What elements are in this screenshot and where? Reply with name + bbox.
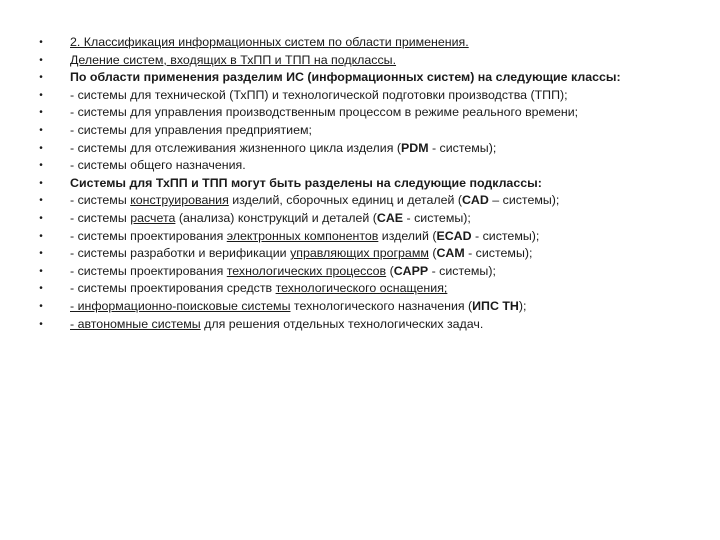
bullet-dot: • (39, 230, 43, 242)
list-item (36, 210, 706, 228)
list-item (36, 52, 706, 70)
subsection-heading: Деление систем, входящих в ТхПП и ТПП на подклассы. (70, 52, 397, 67)
bullet-dot: • (39, 107, 43, 119)
underlined-term: - информационно-поисковые системы (70, 298, 291, 313)
list-text: - системы (70, 193, 131, 208)
bullet-dot: • (39, 89, 43, 101)
list-text: ( (428, 246, 437, 261)
list-text: - системы); (428, 263, 496, 278)
list-text: ( (386, 263, 394, 278)
list-text: ); (518, 298, 527, 313)
list-item (36, 87, 706, 105)
list-text: - системы для отслеживания жизненного цикла изделия ( (70, 140, 401, 155)
bullet-dot: • (39, 318, 43, 330)
list-item (36, 140, 706, 158)
list-item (36, 104, 706, 122)
list-item (36, 192, 706, 210)
bullet-dot: • (39, 212, 43, 224)
bullet-dot: • (39, 72, 43, 84)
bullet-dot: • (39, 265, 43, 277)
list-text: изделий ( (378, 228, 437, 243)
underlined-term: - автономные системы (70, 316, 201, 331)
underlined-term: электронных компонентов (226, 228, 379, 243)
list-text: - системы); (471, 228, 540, 243)
list-item (36, 175, 706, 193)
list-text: - системы); (403, 210, 471, 225)
underlined-term: конструирования (130, 193, 229, 208)
list-item (36, 157, 706, 175)
list-item (36, 228, 706, 246)
list-text: - системы); (428, 140, 497, 155)
list-item (36, 34, 706, 52)
acronym: PDM (400, 140, 429, 155)
underlined-term: технологических процессов (226, 263, 387, 278)
bullet-dot: • (39, 124, 43, 136)
list-text: для решения отдельных технологических задач. (200, 316, 484, 331)
bullet-dot: • (39, 160, 43, 172)
list-text: - системы); (464, 246, 533, 261)
underlined-term: расчета (130, 210, 176, 225)
list-text: - системы для технической (ТхПП) и технологической подготовки производства (ТПП); (70, 87, 568, 102)
classes-intro: По области применения разделим ИС (информационных систем) на следующие классы: (70, 70, 621, 85)
list-item (36, 263, 706, 281)
list-item (36, 245, 706, 263)
bullet-dot: • (39, 195, 43, 207)
bullet-dot: • (39, 142, 43, 154)
list-text: - системы проектирования (70, 228, 227, 243)
acronym: CAE (376, 210, 404, 225)
acronym: CAPP (393, 263, 429, 278)
list-text: - системы (70, 210, 131, 225)
bullet-dot: • (39, 177, 43, 189)
list-text: - системы общего назначения. (70, 158, 246, 173)
list-item (36, 316, 706, 334)
bullet-dot: • (39, 54, 43, 66)
bullet-dot: • (39, 300, 43, 312)
acronym: ECAD (436, 228, 472, 243)
subclasses-intro: Системы для ТхПП и ТПП могут быть разделены на следующие подклассы: (70, 175, 542, 190)
acronym: CAD (461, 193, 489, 208)
list-text: - системы проектирования средств (70, 281, 276, 296)
list-text: технологического назначения ( (290, 298, 473, 313)
acronym: ИПС ТН (472, 298, 519, 313)
list-text: изделий, сборочных единиц и деталей ( (228, 193, 462, 208)
list-text: (анализа) конструкций и деталей ( (175, 210, 377, 225)
bullet-dot: • (39, 248, 43, 260)
list-item (36, 298, 706, 316)
list-item (36, 69, 706, 87)
list-item (36, 122, 706, 140)
bullet-dot: • (39, 283, 43, 295)
section-heading: 2. Классификация информационных систем по области применения. (70, 35, 469, 49)
bullet-list (36, 34, 706, 333)
underlined-term: технологического оснащения; (275, 281, 448, 296)
list-text: - системы для управления производственным процессом в режиме реального времени; (70, 105, 579, 120)
acronym: CAM (436, 246, 465, 261)
list-text: - системы проектирования (70, 263, 227, 278)
list-item (36, 280, 706, 298)
list-text: – системы); (488, 193, 560, 208)
list-text: - системы для управления предприятием; (70, 122, 312, 137)
underlined-term: управляющих программ (290, 246, 429, 261)
bullet-dot: • (39, 37, 43, 48)
list-text: - системы разработки и верификации (70, 246, 291, 261)
